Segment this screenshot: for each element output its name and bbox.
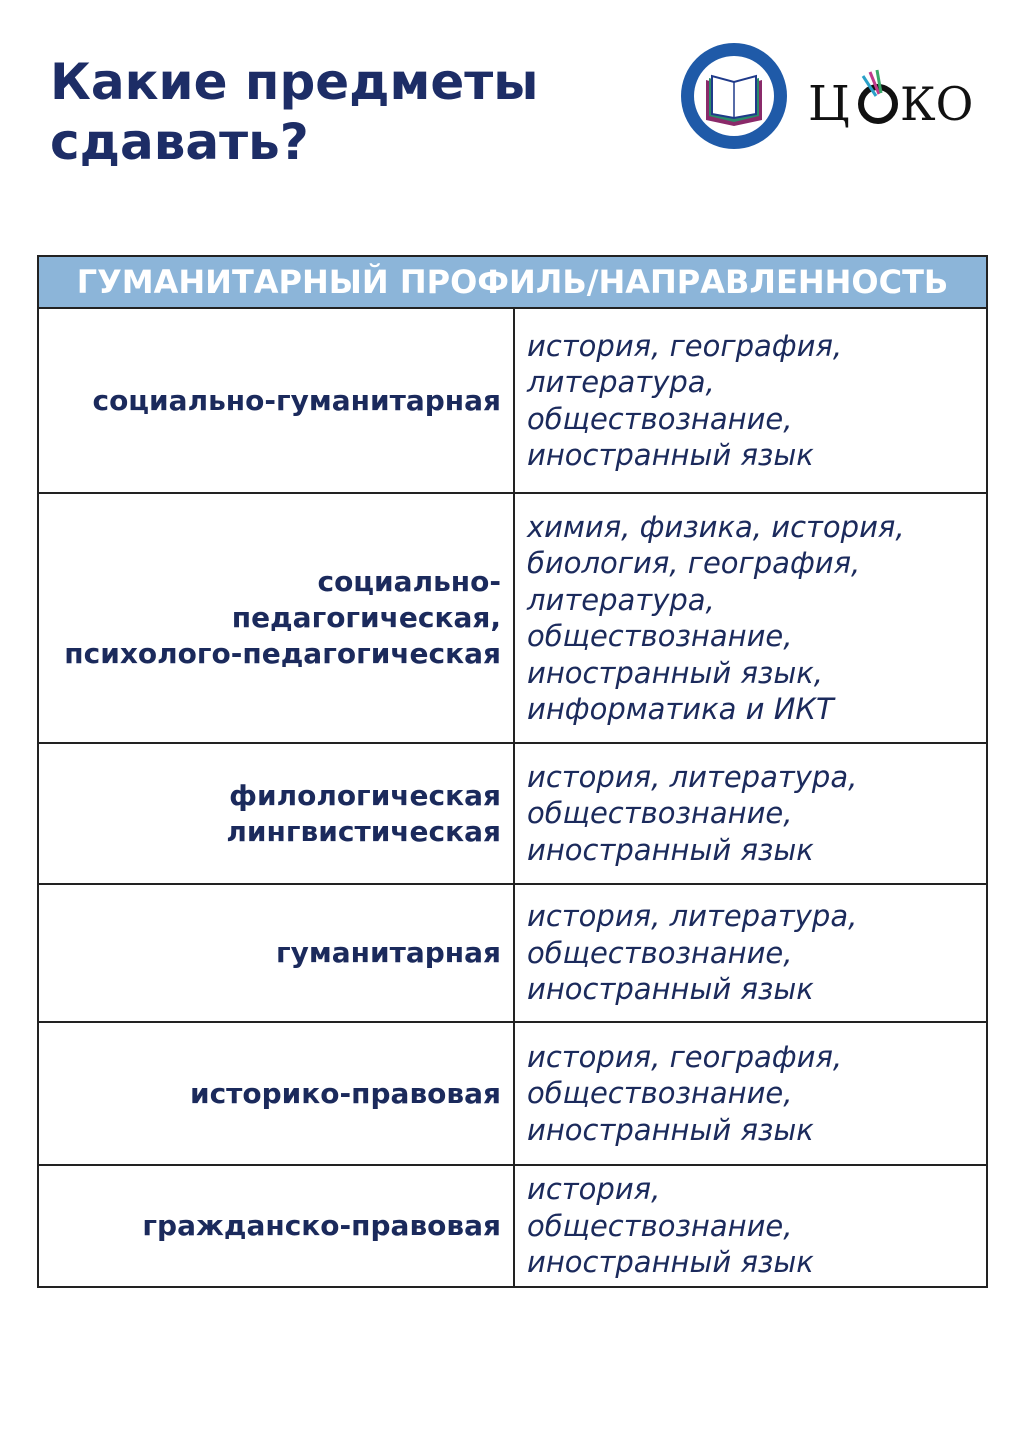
table-row (38, 493, 987, 743)
profile-name: гуманитарная (275, 936, 501, 969)
subjects-cell (514, 1165, 987, 1287)
subject-line: иностранный язык (527, 972, 814, 1007)
subjects-cell (514, 308, 987, 493)
table-header: ГУМАНИТАРНЫЙ ПРОФИЛЬ/НАПРАВЛЕННОСТЬ (38, 256, 987, 308)
profile-name: психолого-педагогическая (64, 637, 501, 670)
subject-line: история, литература, (527, 759, 858, 794)
svg-text:КО: КО (900, 77, 974, 131)
subject-line: история, (527, 1172, 661, 1207)
subject-line: история, география, (527, 328, 843, 363)
profile-name: лингвистическая (226, 814, 501, 848)
svg-text:Ц: Ц (808, 76, 850, 132)
subject-line: иностранный язык, (527, 655, 823, 690)
subject-line: иностранный язык (527, 1112, 814, 1147)
subject-line: биология, география, (527, 546, 861, 580)
profile-cell (38, 743, 514, 884)
subject-line: информатика и ИКТ (527, 692, 834, 726)
subject-line: история, география, (527, 1039, 843, 1074)
profile-cell (38, 493, 514, 743)
ministry-logo (681, 43, 787, 149)
subject-line: обществознание, (527, 1076, 793, 1111)
profile-cell (38, 884, 514, 1022)
subject-line: химия, физика, история, (527, 509, 905, 544)
profile-name: социально-гуманитарная (92, 383, 501, 417)
profile-name: филологическая (229, 778, 501, 812)
table-row (38, 884, 987, 1022)
title-line: Какие предметы (50, 53, 539, 111)
page-title (50, 52, 539, 172)
profile-name: педагогическая, (231, 601, 501, 634)
subject-line: литература, (527, 582, 715, 617)
subject-line: иностранный язык (527, 832, 814, 867)
subject-line: история, литература, (527, 899, 858, 934)
profile-cell (38, 1165, 514, 1287)
profile-name: историко-правовая (189, 1076, 501, 1110)
subjects-cell (514, 884, 987, 1022)
subject-line: обществознание, (527, 796, 793, 831)
profile-name: социально- (317, 565, 501, 598)
subject-line: обществознание, (527, 619, 793, 653)
subject-line: обществознание, (527, 935, 793, 970)
subjects-cell (514, 1022, 987, 1165)
table-row (38, 1022, 987, 1165)
title-line: сдавать? (50, 113, 309, 171)
subjects-cell (514, 743, 987, 884)
profile-cell (38, 308, 514, 493)
table-row (38, 1165, 987, 1287)
table-row (38, 743, 987, 884)
logos (678, 38, 998, 158)
subject-line: обществознание, (527, 1208, 793, 1243)
subject-line: иностранный язык (527, 1245, 814, 1280)
subject-line: обществознание, (527, 401, 793, 436)
subject-line: иностранный язык (527, 438, 814, 472)
coko-logo (808, 70, 973, 132)
table-row (38, 308, 987, 493)
profile-cell (38, 1022, 514, 1165)
subjects-cell (514, 493, 987, 743)
profile-name: гражданско-правовая (142, 1209, 501, 1242)
subject-line: литература, (527, 365, 715, 399)
subjects-table (37, 255, 988, 1288)
